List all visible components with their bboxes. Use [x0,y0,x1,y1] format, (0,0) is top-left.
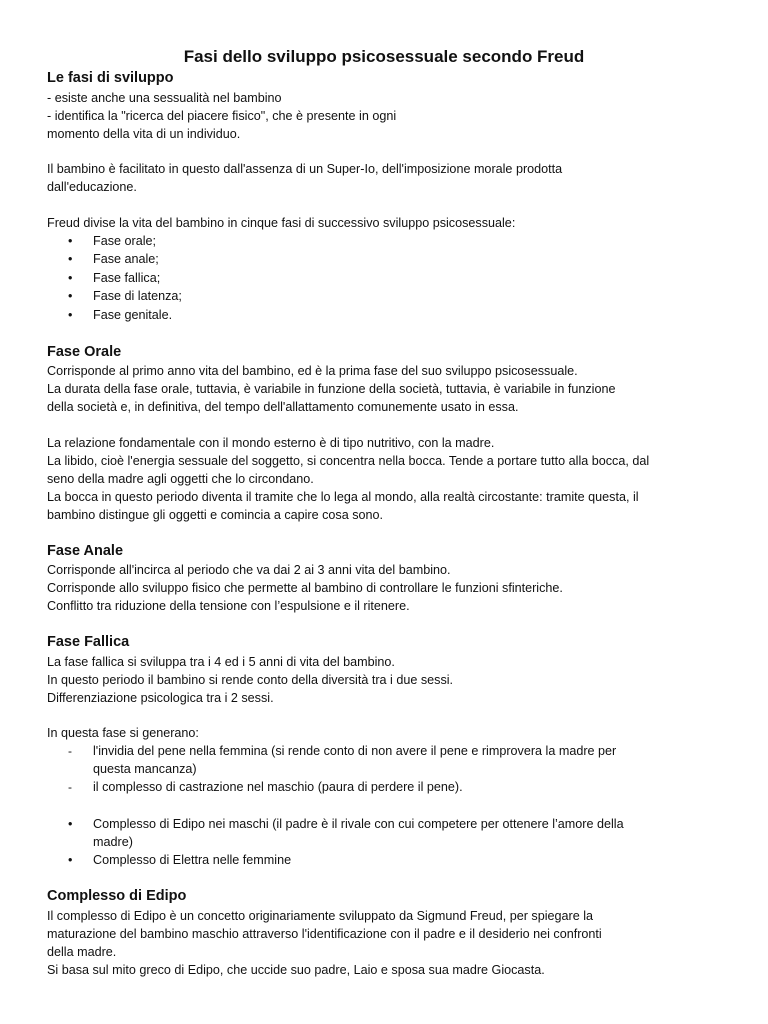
text-line: bambino distingue gli oggetti e comincia a capire cosa sono. [47,508,384,522]
text-line: Differenziazione psicologica tra i 2 sessi. [47,691,274,705]
text-line: Corrisponde all'incirca al periodo che va dai 2 ai 3 anni vita del bambino. [47,563,451,577]
text-line: seno della madre agli oggetti che lo circondano. [47,472,314,486]
bullet-list-item: Complesso di Elettra nelle femmine [93,853,292,867]
text-line: La fase fallica si sviluppa tra i 4 ed i 5 anni di vita del bambino. [47,655,395,669]
heading-fase-orale: Fase Orale [47,344,122,360]
dash-list-item: l'invidia del pene nella femmina (si rende conto di non avere il pene e rimprovera la madre per [93,744,617,758]
text-line: dall'educazione. [47,180,137,194]
text-line: momento della vita di un individuo. [47,127,241,141]
text-line: Si basa sul mito greco di Edipo, che uccide suo padre, Laio e sposa sua madre Giocasta. [47,963,545,977]
dash-list-item-cont: questa mancanza) [93,762,197,776]
document-title: Fasi dello sviluppo psicosessuale secondo Freud [183,47,585,66]
phase-list-item: Fase anale; [93,252,159,266]
bullet-list-item: Complesso di Edipo nei maschi (il padre è il rivale con cui competere per ottenere l’amore della [93,817,624,831]
dash-list-item: il complesso di castrazione nel maschio (paura di perdere il pene). [93,780,463,794]
dash-marker: - [68,780,72,794]
text-line: della società e, in definitiva, del tempo dell'allattamento comunemente usato in essa. [47,400,519,414]
text-line: La durata della fase orale, tuttavia, è variabile in funzione della società, tuttavia, è variabile in funzione [47,382,616,396]
text-line: Corrisponde allo sviluppo fisico che permette al bambino di controllare le funzioni sfinteriche. [47,581,563,595]
bullet-list-item-cont: madre) [93,835,133,849]
bullet-marker: • [68,853,73,867]
phase-list-item: Fase orale; [93,234,156,248]
text-line: Corrisponde al primo anno vita del bambino, ed è la prima fase del suo sviluppo psicosessuale. [47,364,578,378]
bullet-marker: • [68,271,73,285]
text-line: Il complesso di Edipo è un concetto originariamente sviluppato da Sigmund Freud, per spiegare la [47,909,594,923]
text-line: In questa fase si generano: [47,726,199,740]
text-line: - esiste anche una sessualità nel bambino [47,91,282,105]
bullet-marker: • [68,817,73,831]
dash-marker: - [68,744,72,758]
heading-fase-fallica: Fase Fallica [47,634,130,650]
heading-complesso-di-edipo: Complesso di Edipo [47,888,187,904]
text-line: Freud divise la vita del bambino in cinque fasi di successivo sviluppo psicosessuale: [47,216,516,230]
text-line: maturazione del bambino maschio attraverso l'identificazione con il padre e il desiderio nei confronti [47,927,602,941]
bullet-marker: • [68,289,73,303]
phase-list-item: Fase fallica; [93,271,161,285]
heading-fase-anale: Fase Anale [47,543,124,559]
bullet-marker: • [68,308,73,322]
text-line: La libido, cioè l'energia sessuale del soggetto, si concentra nella bocca. Tende a portare tutto alla bocca, dal [47,454,650,468]
heading-le-fasi-di-sviluppo: Le fasi di sviluppo [47,70,174,86]
text-line: della madre. [47,945,117,959]
text-line: In questo periodo il bambino si rende conto della diversità tra i due sessi. [47,673,454,687]
text-line: Il bambino è facilitato in questo dall'assenza di un Super-Io, dell'imposizione morale prodotta [47,162,563,176]
bullet-marker: • [68,252,73,266]
phase-list-item: Fase genitale. [93,308,173,322]
text-line: Conflitto tra riduzione della tensione con l’espulsione e il ritenere. [47,599,410,613]
phase-list-item: Fase di latenza; [93,289,182,303]
text-line: La bocca in questo periodo diventa il tramite che lo lega al mondo, alla realtà circostante: tramite questa, il [47,490,639,504]
text-line: - identifica la "ricerca del piacere fisico", che è presente in ogni [47,109,397,123]
bullet-marker: • [68,234,73,248]
text-line: La relazione fondamentale con il mondo esterno è di tipo nutritivo, con la madre. [47,436,495,450]
